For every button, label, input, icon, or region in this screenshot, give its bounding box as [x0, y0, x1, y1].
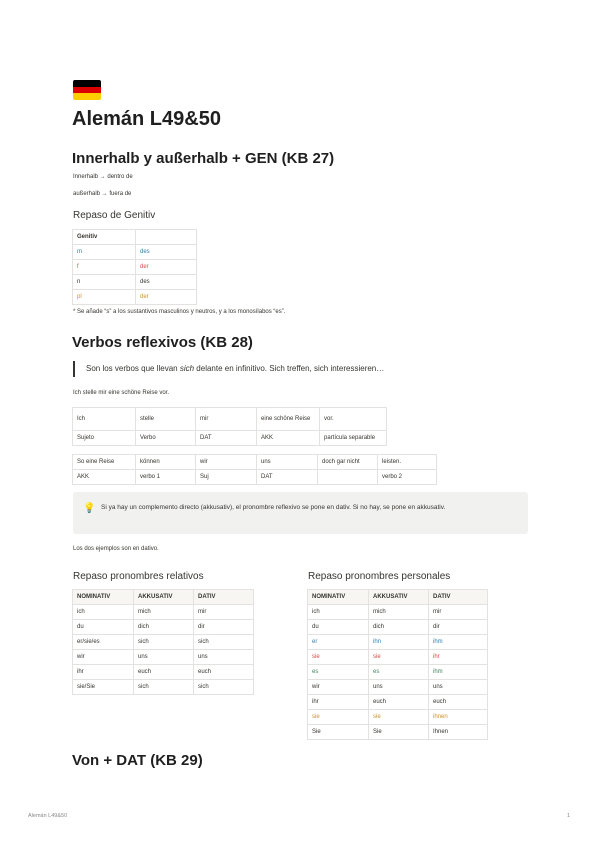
table-row [73, 431, 387, 446]
example-sentence: Ich stelle mir eine schöne Reise vor. [73, 390, 170, 396]
table-cell: uns [194, 650, 254, 665]
table-cell: ich [308, 605, 369, 620]
table-cell: mich [134, 605, 194, 620]
table-cell: es [308, 665, 369, 680]
table-cell: du [73, 620, 134, 635]
lightbulb-icon: 💡 [83, 503, 96, 514]
table-cell: mir [194, 605, 254, 620]
table-row [308, 650, 488, 665]
genitiv-subheading: Repaso de Genitiv [73, 210, 156, 221]
table-row [73, 635, 254, 650]
table-cell: sie [308, 650, 369, 665]
table-cell: euch [134, 665, 194, 680]
table-cell: verbo 2 [378, 470, 437, 485]
table-header-cell: Genitiv [73, 230, 136, 245]
page-number: 1 [567, 813, 571, 819]
table-header-row [73, 590, 254, 605]
page-title: Alemán L49&50 [72, 108, 221, 130]
table-cell: mir [196, 408, 257, 431]
table-cell: uns [369, 680, 429, 695]
table-cell: ihm [429, 665, 488, 680]
table-cell: leisten. [378, 455, 437, 470]
table-cell: sie [369, 710, 429, 725]
table-cell: pl [73, 290, 136, 305]
section-heading-von: Von + DAT (KB 29) [72, 752, 203, 769]
quote-italic: sich [179, 364, 195, 373]
table-row [73, 260, 197, 275]
dativo-note: Los dos ejemplos son en dativo. [73, 546, 159, 552]
relativos-heading: Repaso pronombres relativos [73, 571, 204, 582]
table-cell: dich [134, 620, 194, 635]
table-row [308, 605, 488, 620]
table-cell: können [136, 455, 196, 470]
table-row [308, 665, 488, 680]
table-cell: Ich [73, 408, 136, 431]
table-row [73, 245, 197, 260]
table-cell: verbo 1 [136, 470, 196, 485]
table-cell: sich [134, 680, 194, 695]
table-cell: doch gar nicht [318, 455, 378, 470]
table-cell: des [136, 275, 197, 290]
genitiv-table [72, 229, 197, 305]
table-row [308, 635, 488, 650]
ausserhalb-line: außerhalb → fuera de [73, 191, 132, 197]
table-cell: sie [369, 650, 429, 665]
table-cell: wir [73, 650, 134, 665]
table-cell: ihr [429, 650, 488, 665]
table-cell: sich [134, 635, 194, 650]
table-row [73, 665, 254, 680]
table-cell: uns [134, 650, 194, 665]
table-cell: der [136, 290, 197, 305]
table-row [73, 455, 437, 470]
table-cell: vor. [320, 408, 387, 431]
table-cell: wir [196, 455, 257, 470]
example-table-1 [72, 407, 387, 446]
table-cell: er [308, 635, 369, 650]
table-row [308, 725, 488, 740]
table-cell: Ihnen [429, 725, 488, 740]
table-cell: du [308, 620, 369, 635]
table-cell: dir [194, 620, 254, 635]
quote-text: delante en infinitivo. Sich treffen, sich interessieren… [194, 364, 385, 373]
table-cell: n [73, 275, 136, 290]
table-cell: dir [429, 620, 488, 635]
quote-text: Son los verbos que llevan [86, 364, 180, 373]
relativos-table [72, 589, 254, 695]
table-cell: euch [369, 695, 429, 710]
table-cell: sich [194, 635, 254, 650]
table-cell: ihn [369, 635, 429, 650]
table-cell: Verbo [136, 431, 196, 446]
table-cell: ihr [308, 695, 369, 710]
table-row [73, 275, 197, 290]
table-row [73, 290, 197, 305]
table-cell: der [136, 260, 197, 275]
table-cell: ihr [73, 665, 134, 680]
table-row [73, 680, 254, 695]
table-row [308, 710, 488, 725]
table-row [73, 408, 387, 431]
table-header-cell: AKKUSATIV [369, 590, 429, 605]
table-cell: ihnen [429, 710, 488, 725]
tip-callout [73, 492, 528, 534]
germany-flag-icon [73, 80, 101, 100]
table-cell: eine schöne Reise [257, 408, 320, 431]
table-row [73, 650, 254, 665]
section-heading-gen: Innerhalb y außerhalb + GEN (KB 27) [72, 150, 335, 167]
table-header-cell: AKKUSATIV [134, 590, 194, 605]
table-cell: er/sie/es [73, 635, 134, 650]
footer-title: Alemán L49&50 [28, 813, 68, 819]
table-cell: euch [194, 665, 254, 680]
table-cell: ihm [429, 635, 488, 650]
table-cell [318, 470, 378, 485]
table-header-cell: DATIV [429, 590, 488, 605]
table-cell: sich [194, 680, 254, 695]
table-header-row [308, 590, 488, 605]
table-header-cell [136, 230, 197, 245]
table-cell: es [369, 665, 429, 680]
table-row [73, 620, 254, 635]
table-cell: uns [257, 455, 318, 470]
section-heading-reflexivos: Verbos reflexivos (KB 28) [72, 334, 253, 351]
personales-table [307, 589, 488, 740]
table-cell: sie/Sie [73, 680, 134, 695]
table-cell: Sujeto [73, 431, 136, 446]
table-cell: ich [73, 605, 134, 620]
table-cell: sie [308, 710, 369, 725]
table-header-cell: NOMINATIV [308, 590, 369, 605]
table-cell: Sie [308, 725, 369, 740]
personales-heading: Repaso pronombres personales [308, 571, 451, 582]
table-row [308, 620, 488, 635]
table-cell: DAT [196, 431, 257, 446]
table-cell: dich [369, 620, 429, 635]
table-row [73, 605, 254, 620]
table-row [308, 695, 488, 710]
table-header-cell: NOMINATIV [73, 590, 134, 605]
example-table-2 [72, 454, 437, 485]
table-cell: So eine Reise [73, 455, 136, 470]
table-cell: f [73, 260, 136, 275]
table-cell: stelle [136, 408, 196, 431]
table-cell: mir [429, 605, 488, 620]
table-cell: AKK [73, 470, 136, 485]
innerhalb-line: Innerhalb → dentro de [73, 174, 133, 180]
callout-text: Si ya hay un complemento directo (akkusativ), el pronombre reflexivo se pone en dativ. Si no hay, se pone en akkusativ. [101, 504, 446, 511]
table-cell: uns [429, 680, 488, 695]
table-cell: m [73, 245, 136, 260]
table-cell: Suj [196, 470, 257, 485]
genitiv-note: * Se añade “s” a los sustantivos masculinos y neutros, y a los monosílabos “es”. [73, 309, 286, 315]
table-cell: wir [308, 680, 369, 695]
table-cell: DAT [257, 470, 318, 485]
table-cell: euch [429, 695, 488, 710]
table-cell: Sie [369, 725, 429, 740]
table-row [308, 680, 488, 695]
table-cell: mich [369, 605, 429, 620]
definition-quote [73, 361, 384, 377]
table-cell: AKK [257, 431, 320, 446]
table-cell: des [136, 245, 197, 260]
table-row [73, 470, 437, 485]
table-cell: partícula separable [320, 431, 387, 446]
table-header-cell: DATIV [194, 590, 254, 605]
